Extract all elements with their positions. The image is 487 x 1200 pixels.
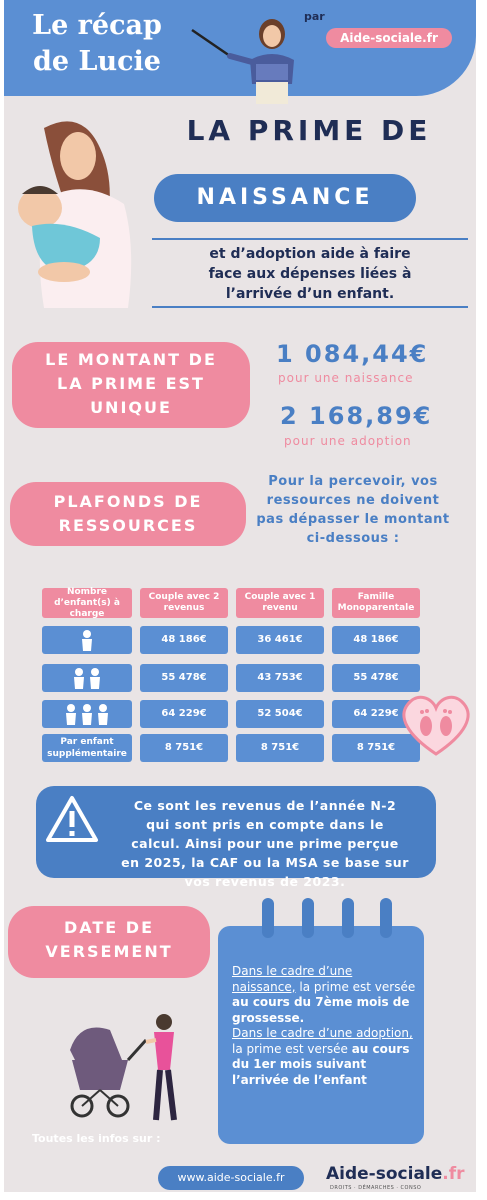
table-header-children: Nombre d’enfant(s) à charge — [42, 588, 132, 618]
warning-text — [104, 796, 426, 891]
heart-feet-icon — [396, 684, 476, 764]
versement-pill-line1: DATE DE — [63, 918, 155, 937]
child-icon — [88, 667, 102, 689]
table-row-4-mono: 8 751€ — [332, 734, 420, 762]
table-row-1-children — [42, 626, 132, 654]
plafonds-text — [230, 472, 476, 548]
table-row-2-children — [42, 664, 132, 692]
warning-line1: Ce sont les revenus de l’année N-2 — [133, 798, 397, 813]
warning-line5: vos revenus de 2023. — [184, 874, 346, 889]
table-row-4-label-line1: Par enfant — [60, 737, 114, 747]
title-line1: LA PRIME DE — [186, 114, 432, 147]
plafonds-text-line3: pas dépasser le montant — [256, 512, 450, 527]
versement-adoption-mid: la prime est versée — [232, 1041, 352, 1056]
table-header-mono: Famille Monoparentale — [332, 588, 420, 618]
table-row-4-label — [42, 734, 132, 762]
montant-pill — [12, 342, 250, 428]
table-row-3-children — [42, 700, 132, 728]
plafonds-text-line1: Pour la percevoir, vos — [268, 474, 438, 489]
versement-adoption — [232, 1026, 418, 1088]
child-icon — [64, 703, 78, 725]
versement-pill-line2: VERSEMENT — [45, 942, 173, 961]
table-row-1-mono: 48 186€ — [332, 626, 420, 654]
calendar-rings-icon — [256, 898, 398, 944]
footer-label: Toutes les infos sur : — [32, 1132, 161, 1145]
child-icon — [72, 667, 86, 689]
warning-line2: qui sont pris en compte dans le — [146, 817, 384, 832]
table-row-3-couple-1: 52 504€ — [236, 700, 324, 728]
versement-naissance-when: au cours du 7ème mois de grossesse. — [232, 995, 410, 1025]
table-row-2-couple-1: 43 753€ — [236, 664, 324, 692]
table-row-1-couple-1: 36 461€ — [236, 626, 324, 654]
table-header-couple-2: Couple avec 2 revenus — [140, 588, 228, 618]
versement-naissance-lead: Dans le cadre d’une naissance, — [232, 964, 353, 994]
plafonds-text-line4: ci-dessous : — [306, 531, 400, 546]
plafonds-text-line2: ressources ne doivent — [266, 493, 440, 508]
infographic — [4, 0, 476, 1192]
montant-pill-line2: LA PRIME EST — [57, 374, 205, 393]
intro-text — [152, 238, 468, 308]
footer-logo-subtitle: DROITS · DÉMARCHES · CONSO — [330, 1185, 422, 1191]
footer-logo-tld: .fr — [442, 1164, 465, 1184]
intro-line1: et d’adoption aide à faire — [209, 246, 411, 262]
footer-logo[interactable] — [326, 1164, 465, 1184]
amount-naissance-label: pour une naissance — [278, 371, 414, 385]
versement-adoption-lead: Dans le cadre d’une adoption, — [232, 1026, 413, 1040]
amount-adoption-label: pour une adoption — [284, 434, 412, 448]
child-icon — [96, 703, 110, 725]
table-row-3-mono: 64 229€ — [332, 700, 420, 728]
child-icon — [80, 629, 94, 651]
warning-line3: calcul. Ainsi pour une prime perçue — [131, 836, 399, 851]
versement-naissance-mid: la prime est versée — [295, 979, 416, 994]
warning-icon — [44, 794, 100, 844]
intro-line3: l’arrivée d’un enfant. — [225, 286, 395, 302]
by-label: par — [304, 10, 325, 23]
table-row-4-couple-2: 8 751€ — [140, 734, 228, 762]
header-logo[interactable]: Aide-sociale.fr — [326, 28, 452, 48]
montant-pill-line1: LE MONTANT DE — [45, 350, 217, 369]
amount-naissance: 1 084,44€ — [276, 340, 429, 368]
header-title — [22, 8, 172, 80]
versement-pill — [8, 906, 210, 978]
montant-pill-line3: UNIQUE — [90, 398, 172, 417]
table-row-4-label-line2: supplémentaire — [47, 749, 127, 759]
amount-adoption: 2 168,89€ — [280, 402, 433, 430]
mother-baby-illustration — [4, 108, 144, 318]
versement-naissance — [232, 964, 418, 1026]
table-row-3-couple-2: 64 229€ — [140, 700, 228, 728]
plafonds-pill — [10, 482, 246, 546]
footer-url-link[interactable]: www.aide-sociale.fr — [158, 1166, 304, 1190]
table-header-couple-1: Couple avec 1 revenu — [236, 588, 324, 618]
versement-adoption-when: au cours du 1er mois suivant l’arrivée de l’enfant — [232, 1041, 410, 1087]
stroller-illustration — [60, 1010, 190, 1128]
child-icon — [80, 703, 94, 725]
plafonds-pill-line2: RESSOURCES — [58, 516, 198, 535]
warning-line4: en 2025, la CAF ou la MSA se base sur — [121, 855, 409, 870]
intro-line2: face aux dépenses liées à — [208, 266, 412, 282]
header-title-line2: de Lucie — [33, 46, 161, 77]
versement-text — [232, 964, 418, 1088]
table-row-1-couple-2: 48 186€ — [140, 626, 228, 654]
footer-logo-main: Aide-sociale — [326, 1164, 443, 1184]
table-row-2-mono: 55 478€ — [332, 664, 420, 692]
table-row-2-couple-2: 55 478€ — [140, 664, 228, 692]
header-title-line1: Le récap — [32, 10, 162, 41]
table-row-4-couple-1: 8 751€ — [236, 734, 324, 762]
plafonds-pill-line1: PLAFONDS DE — [53, 492, 203, 511]
teacher-illustration — [184, 12, 304, 104]
title-line2-pill: NAISSANCE — [154, 174, 416, 222]
